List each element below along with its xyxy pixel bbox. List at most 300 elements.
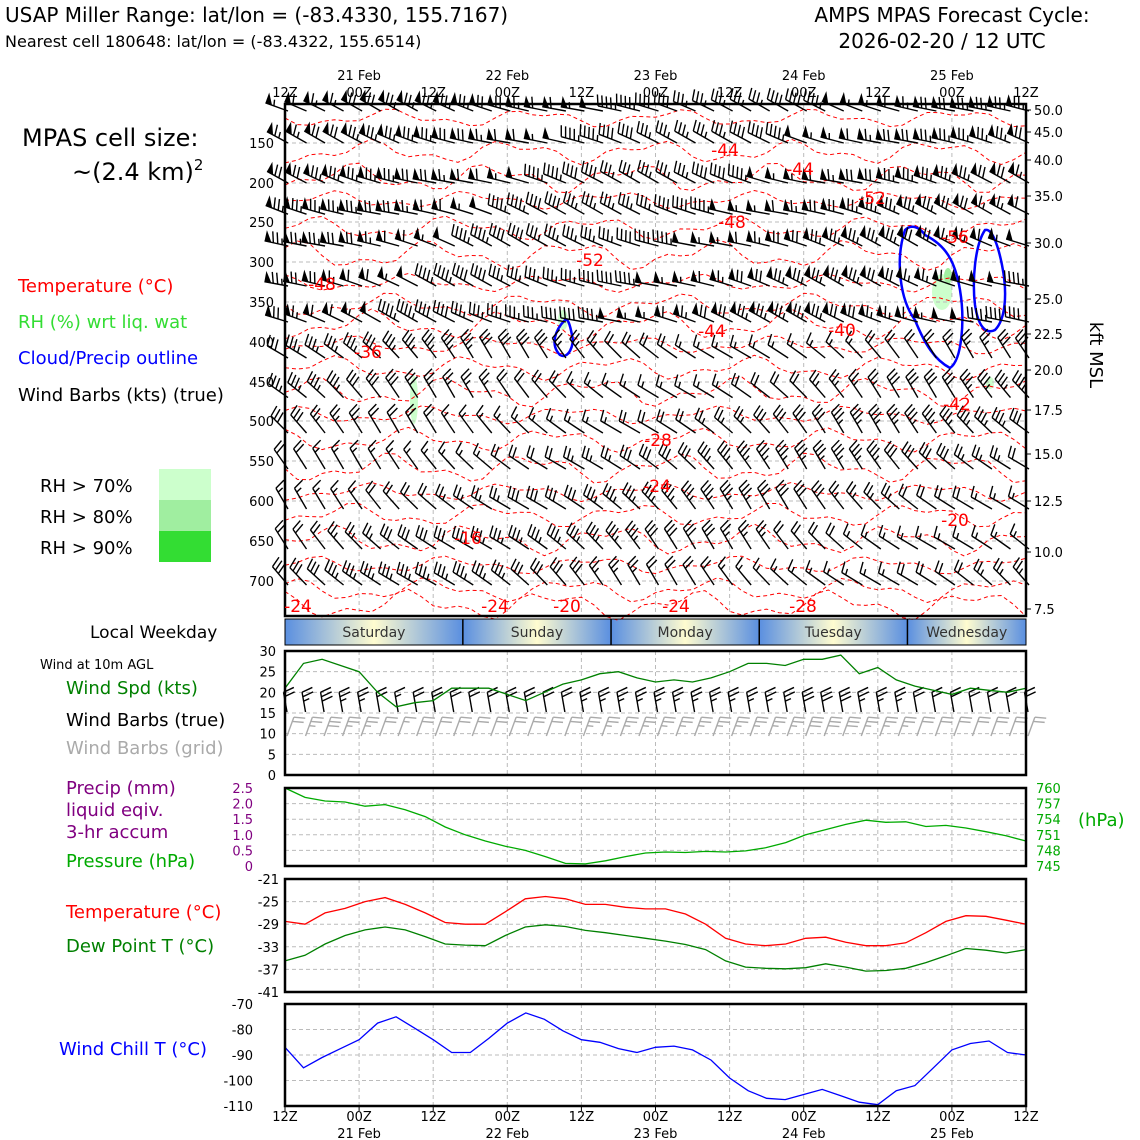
pressure-tick-label: 700 [249,575,274,590]
temperature-contour-label: -42 [943,395,971,415]
wind-barb [434,562,455,585]
rh80-swatch [159,500,211,531]
wind-barb [813,440,826,469]
wind-barb [810,370,826,398]
temperature-contour-label: -16 [454,529,482,549]
wind-barb [695,717,713,736]
wind-barb [904,329,917,358]
windchill-tick-label: -90 [231,1049,253,1064]
wind-barb [664,520,677,549]
wind-barb [600,160,621,183]
rh-fill-region [944,268,952,284]
wind-barb [846,481,862,509]
wind-barb [441,329,454,358]
wind-barb [675,120,696,143]
rh90-label: RH > 90% [40,538,133,559]
wind-barb [693,120,714,143]
wind-barb [514,369,528,397]
top-time-tick-label: 12Z [865,86,891,101]
wind-barb [822,301,843,322]
wind-barb [517,329,530,358]
wind-barb [395,687,405,712]
wind-barb [734,406,751,433]
wind-barb [657,333,677,358]
wind-barb [452,263,473,286]
bottom-time-tick-label: 12Z [1013,1110,1039,1125]
wind-barb [897,526,918,549]
height-tick-label: 50.0 [1034,104,1063,119]
temperature-legend: Temperature (°C) [18,276,174,297]
bottom-date-label: 23 Feb [633,1127,678,1140]
wind-barb [347,370,363,398]
pressure-legend: Pressure (hPa) [66,851,196,872]
pressure-tick-label: 600 [249,495,274,510]
wind-barb [527,445,547,469]
wind-barb [545,446,566,469]
wind-barb [860,225,881,246]
pressure-hpa-tick-label: 757 [1036,797,1061,813]
temperature-contour-label: -24 [481,597,509,617]
bottom-time-tick-label: 12Z [420,1110,446,1125]
wind-barb [905,404,918,433]
wind-barb [286,122,307,143]
wind-barb [878,225,899,246]
top-time-tick-label: 12Z [716,86,743,101]
wind-barb [809,522,826,549]
height-tick-label: 22.5 [1034,328,1063,343]
height-tick-label: 35.0 [1034,190,1063,205]
wind-barb [826,523,844,549]
windchill-tick-label: -70 [231,998,253,1013]
wind-barb [307,371,325,397]
wind-barb [291,405,307,433]
wind-barb [542,127,565,143]
wind-barb [730,301,751,322]
pressure-tick-label: 450 [249,376,274,391]
bottom-time-tick-label: 00Z [346,1110,372,1125]
top-time-tick-label: 00Z [642,86,669,101]
bottom-time-tick-label: 12Z [272,1110,298,1125]
wind-barb [858,687,869,712]
wind-barb [795,440,808,469]
wind-barb [349,404,362,433]
wind-barb [582,191,603,214]
wind-barb [739,480,752,509]
wind-barb [812,481,826,509]
wind-barb [675,334,695,358]
wind-barb [524,687,535,712]
wind-barb [849,440,862,469]
wind-barb [998,329,1011,358]
wind-barb [288,372,307,397]
wind-barb [524,305,548,322]
wind-barb [404,441,418,469]
wind-barb [310,405,325,433]
wind-barb [508,223,529,246]
wind-barb [702,520,715,549]
wind-barb [906,369,919,398]
height-tick-label: 7.5 [1034,603,1055,618]
wind-barb [582,161,603,183]
wind-barb [383,331,399,358]
top-date-label: 22 Feb [485,69,530,84]
pressure-tick-label: 250 [249,216,274,231]
wind-barb [695,408,714,433]
wind-barb [867,441,881,469]
wind-barb [402,330,417,358]
cell-size-exponent: 2 [193,156,204,174]
height-tick-label: 25.0 [1034,293,1063,308]
top-time-tick-label: 00Z [939,86,965,101]
wind-tick-label: 10 [259,727,276,743]
forecast-cycle-date: 2026-02-20 / 12 UTC [838,29,1046,53]
wind-barb [582,446,603,469]
wind-barb [995,370,1010,398]
wind-barb [511,407,529,433]
wind-barb [452,224,473,246]
wind-barb [622,332,640,358]
wind-barb [313,480,325,509]
top-time-tick-label: 00Z [346,86,372,101]
wind-barb [879,562,900,585]
wind-barb [547,523,566,549]
precip-tick-label: 2.5 [232,782,253,797]
wind-barb [1028,717,1046,736]
wind-barb [902,442,918,469]
height-tick-label: 30.0 [1034,237,1063,252]
temp-tick-label: -33 [257,940,279,956]
temperature-contour-label: -44 [786,160,814,180]
precip-tick-label: 0 [244,860,253,875]
weekday-label-sunday: Sunday [510,625,564,641]
pressure-tick-label: 500 [249,415,274,430]
wind-barb [831,440,844,469]
wind-barb [456,442,473,469]
precip-tick-label: 1.5 [232,813,253,829]
wind-barb [547,408,566,433]
precip-legend-1: Precip (mm) [66,778,176,799]
bottom-time-tick-label: 12Z [716,1110,743,1125]
top-date-label: 25 Feb [930,69,974,84]
wind-barb [441,404,454,433]
wind-barb [678,442,695,469]
wind-barb [479,369,492,398]
wind-barb [549,371,566,398]
wind-barb [750,717,768,736]
temperature-contour-label: -52 [576,251,604,271]
wind-barb [681,481,695,509]
wind-barb [693,374,714,397]
wind-barb [844,524,863,549]
wind-barb [439,442,455,469]
pressure-tick-label: 200 [249,177,274,192]
temperature-contour [285,556,1026,574]
station-title: USAP Miller Range: lat/lon = (-83.4330, 155.7167) [5,3,509,27]
height-tick-label: 20.0 [1034,364,1063,379]
temperature-contour-label: -28 [644,431,672,451]
wind-barb [989,193,1010,214]
wind-barb [831,404,844,433]
windchill-tick-label: -110 [223,1100,253,1115]
wind-barb [350,440,362,469]
wind-barb [887,369,900,398]
wind-barb [954,717,972,736]
wind-barb [617,687,628,712]
wind-barb [765,687,776,712]
wind-barb [879,525,899,549]
wind-barb [881,483,899,509]
wind-barb [895,687,906,712]
wind-barb [960,369,973,398]
pressure-hpa-tick-label: 748 [1036,844,1061,860]
wind-barb [967,306,992,322]
top-time-tick-label: 12Z [1013,86,1039,101]
wind-barb [605,331,622,358]
windchill-series-legend: Wind Chill T (°C) [59,1039,207,1060]
kft-msl-axis-label: kft MSL [1085,321,1106,389]
wind-barb [294,480,306,509]
wind-barb [422,330,436,358]
wind-barb [887,404,900,433]
wind-barb [766,266,788,286]
temp-tick-label: -25 [257,895,279,911]
bottom-time-tick-label: 12Z [568,1110,595,1125]
wind-barb [443,369,455,398]
wind-barb [324,717,342,736]
wind-barb [366,481,381,509]
height-tick-label: 17.5 [1034,404,1063,419]
wind-barbs-true-legend: Wind Barbs (true) [66,710,226,731]
wind-barb [865,330,880,358]
wind-barb [303,91,325,111]
wind-barb [869,404,882,433]
wind-barb [433,226,455,246]
wind-barb [972,445,992,469]
wind-barb [774,521,788,549]
wind-barb [884,441,899,469]
weekday-label-tuesday: Tuesday [804,625,862,641]
wind-barb [471,223,492,246]
wind-barb [961,329,973,358]
bottom-date-label: 25 Feb [930,1127,974,1140]
wind-barb [469,687,480,712]
wind-barb [868,369,881,398]
rh70-swatch [159,469,211,500]
wind-barb [758,480,771,509]
wind-barb [286,335,306,358]
wind-barb [322,90,343,111]
wind-barb [922,405,936,433]
grid-layer [285,104,1026,1106]
wind-barb [526,192,547,214]
bottom-time-tick-label: 00Z [790,1110,817,1125]
pressure-hpa-tick-label: 751 [1036,828,1061,844]
wind-barb [339,687,350,712]
wind-barb [773,405,788,433]
wind-barb [619,160,640,183]
wind-barb [986,306,1010,322]
wind-barb [579,269,603,286]
wind-barb [598,687,609,712]
pressure-tick-label: 300 [249,256,274,271]
top-time-tick-label: 00Z [790,86,817,101]
top-date-label: 21 Feb [337,69,381,84]
wind-barb [509,445,529,469]
height-tick-label: 15.0 [1034,448,1063,463]
windchill-tick-label: -100 [223,1074,253,1090]
wind-barb [806,717,824,736]
wind-barb [770,371,788,397]
wind-barb [386,369,399,398]
temperature-contour-label: -52 [858,189,886,209]
wind-barb [434,526,455,549]
wind-barb [673,687,684,712]
wind-barb [738,520,751,549]
wind-barb [285,162,306,183]
pressure-tick-label: 400 [249,336,274,351]
temperature-contour-label: -48 [718,213,746,233]
wind-barb [822,226,844,246]
wind-barb [480,329,493,358]
wind-barb [913,687,924,712]
hpa-axis-label: (hPa) [1078,810,1125,831]
cloud-legend: Cloud/Precip outline [18,348,199,369]
wind-barb [849,369,863,397]
wind-barb [710,687,721,712]
wind-barb [645,520,658,549]
nearest-cell-subtitle: Nearest cell 180648: lat/lon = (-83.4322, 155.6514) [5,32,422,51]
cell-size-value [72,156,203,186]
wind-barb [990,445,1010,469]
wind-barb [793,405,807,433]
temperature-contour-label: -56 [941,228,969,248]
wind-barb [673,195,696,214]
wind-barb [310,521,325,549]
wind-barb [975,406,992,433]
wind-barb [450,687,461,712]
weekday-label: Local Weekday [90,623,218,643]
temp-tick-label: -37 [257,963,279,979]
wind-barb [331,480,344,509]
panel-frame-layer [285,104,1031,1111]
wind-barb [971,486,992,509]
wind-barb [767,88,788,111]
wind-barb [453,485,473,509]
temperature-contour-label: -28 [789,597,817,617]
wind-barb [424,369,436,398]
wind-barb [656,120,677,143]
precip-legend-3: 3-hr accum [66,822,169,843]
wind-barb [730,335,751,358]
wind-barb [747,687,758,712]
wind-barb [561,687,572,712]
wind-barb [987,270,1011,286]
wind-barb [378,90,399,111]
forecast-cycle-title: AMPS MPAS Forecast Cycle: [814,3,1090,27]
rh-legend: RH (%) wrt liq. wat [18,312,188,333]
wind-barb [794,480,807,509]
wind-barb [766,122,788,143]
wind-barb [313,440,325,469]
temp-tick-label: -41 [257,986,279,1001]
wind-barb [491,717,509,736]
wind-barb [804,301,825,322]
wind-barb [473,443,491,469]
wind-barb [532,370,547,398]
rh80-label: RH > 80% [40,507,133,528]
rh90-swatch [159,531,211,562]
wind-barb [434,263,455,286]
rh70-label: RH > 70% [40,476,133,497]
wind-barb [626,521,640,549]
precip-tick-label: 0.5 [232,844,253,860]
wind-barb [839,687,851,712]
pressure-tick-label: 350 [249,296,274,311]
wind-barb [821,687,833,712]
wind-barb [639,717,657,736]
pressure-tick-label: 150 [249,137,274,152]
wind-barb [850,404,863,433]
wind-barb [618,122,640,143]
wind-barb [806,560,825,585]
wind-barb [494,406,510,433]
wind-barb [767,300,788,322]
wind-barb [293,521,307,549]
wind-barb [954,444,973,469]
wind-tick-label: 0 [267,769,276,784]
wind-barb [897,562,918,585]
pressure-tick-label: 550 [249,455,274,470]
wind-barb [328,521,344,549]
wind-barb [359,123,381,143]
bottom-time-tick-label: 00Z [939,1110,965,1125]
wind-barb [768,334,788,358]
wind-barb [379,562,400,585]
pressure-hpa-tick-label: 754 [1036,813,1061,829]
temperature-contour-label: -44 [711,141,739,161]
wind-barb [294,440,307,469]
height-tick-label: 12.5 [1034,495,1063,510]
bottom-time-tick-label: 00Z [494,1110,521,1125]
wind-barb [323,122,344,143]
wind-barb [507,193,529,215]
wind-barb [582,410,602,433]
wind-barb [421,441,436,469]
weekday-label-monday: Monday [657,625,713,641]
wind-barb [477,405,492,433]
wind-barb [756,520,769,549]
cell-size-base: ~(2.4 km) [72,158,194,186]
top-date-label: 24 Feb [781,69,826,84]
wind-barb [829,369,844,397]
wind-barb [341,301,362,322]
wind-barb [601,445,621,469]
wind-tick-label: 5 [267,748,276,764]
wind-barb [917,485,937,509]
wind-barb [508,486,529,509]
temperature-contour-label: -20 [941,511,969,531]
wind-barb [885,330,899,358]
wind-barb [378,299,399,322]
wind-barb [807,332,826,358]
dewpoint-series-legend: Dew Point T (°C) [66,936,215,957]
wind-barb [380,524,399,549]
bottom-date-label: 22 Feb [485,1127,530,1140]
wind-barb [368,440,380,469]
wind-barb [321,687,333,712]
wind-barb [413,687,424,712]
temp-tick-label: -21 [257,873,279,888]
